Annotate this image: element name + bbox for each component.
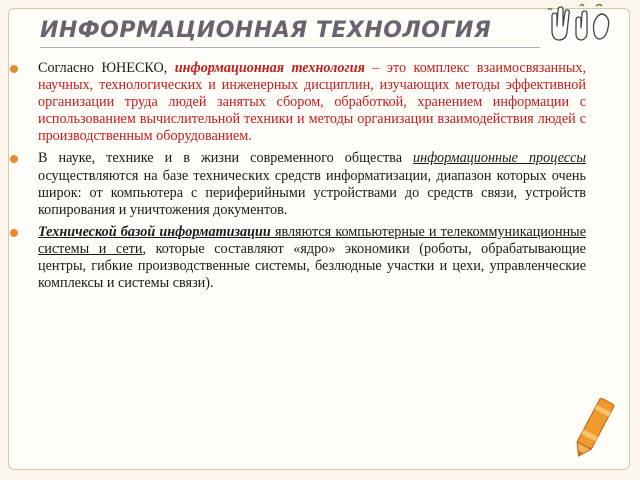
term-technical-base: Технической базой информатизации [38, 223, 271, 240]
title-underline [40, 47, 540, 48]
bullet-unesco-definition [34, 60, 586, 145]
bullet-body: осуществляются на базе технических средств информатизации, диапазон которых очень широк: от компьютера с периферийными устройствами до средств связи, устройств копирования и уничтожения документов. [38, 167, 586, 218]
term-information-technology: информационная технология [174, 60, 365, 76]
term-information-processes: информационные процессы [413, 150, 587, 167]
underlined-systems-text: являются компьютерные и телекоммуникационные системы и сети [38, 223, 586, 257]
slide-title: ИНФОРМАЦИОННАЯ ТЕХНОЛОГИЯ [40, 18, 492, 43]
bullet-technical-base [34, 224, 586, 292]
definition-text: – это комплекс взаимосвязанных, научных, технологических и инженерных дисциплин, изучающих методы эффективной организации труда людей занятых сбором, обработкой, хранением информации с использованием вычислительной техники и методы организации взаимодействия людей с производственным оборудованием. [38, 60, 586, 145]
bullet-information-processes [34, 150, 586, 218]
crayon-icon [571, 392, 617, 462]
hand-gestures-icon [546, 2, 614, 48]
bullet-body: , которые составляют «ядро» экономики (роботы, обрабатывающие центры, гибкие производственные системы, безлюдные участки и цехи, управленческие комплексы и системы связи). [38, 240, 586, 292]
bullet-intro: В науке, технике и в жизни современного общества [38, 150, 414, 167]
bullet-intro: Согласно ЮНЕСКО, [38, 60, 175, 76]
slide-body [34, 60, 586, 297]
